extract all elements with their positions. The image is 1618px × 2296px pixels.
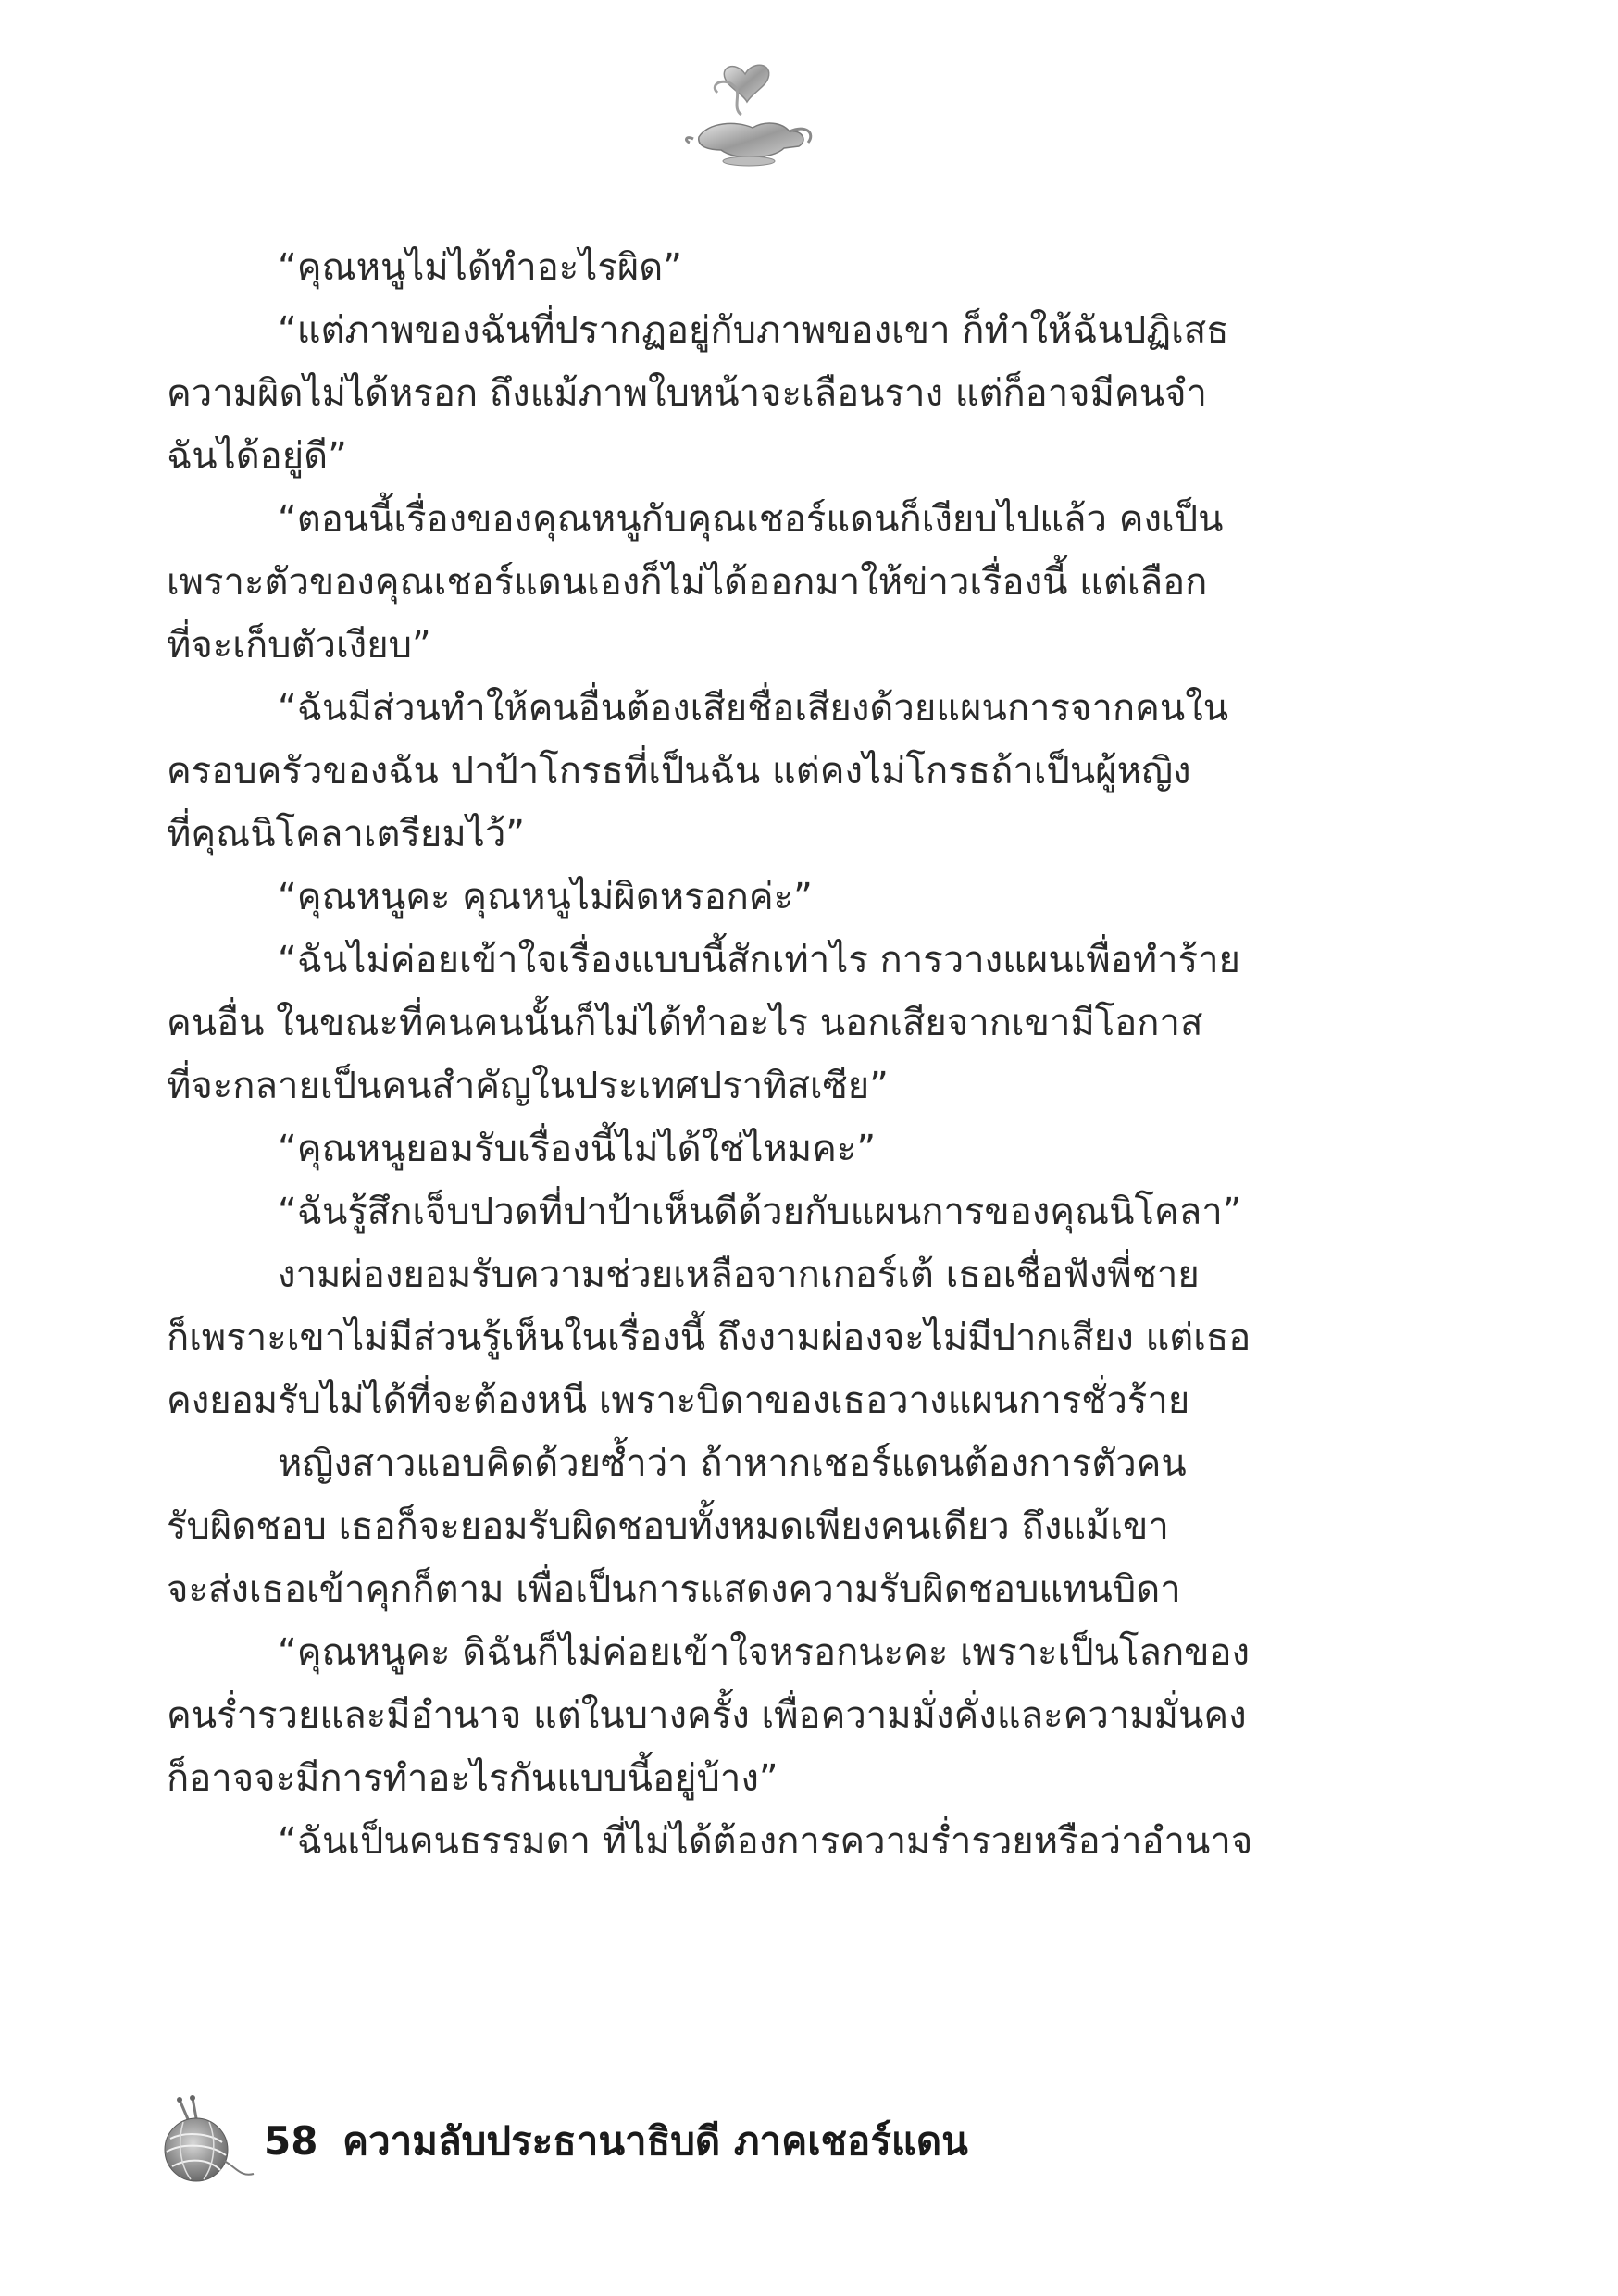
text-line: รับผิดชอบ เธอก็จะยอมรับผิดชอบทั้งหมดเพียงคนเดียว ถึงแม้เขา — [167, 1505, 1169, 1548]
text-line: ก็อาจจะมีการทำอะไรกันแบบนี้อยู่บ้าง” — [167, 1757, 778, 1800]
genie-lamp-heart-icon — [680, 56, 819, 171]
yarn-ball-icon — [139, 2094, 259, 2187]
text-line: ก็เพราะเขาไม่มีส่วนรู้เห็นในเรื่องนี้ ถึงงามผ่องจะไม่มีปากเสียง แต่เธอ — [167, 1316, 1251, 1359]
text-line: “ฉันไม่ค่อยเข้าใจเรื่องแบบนี้สักเท่าไร การวางแผนเพื่อทำร้าย — [278, 939, 1240, 981]
text-line: คนอื่น ในขณะที่คนคนนั้นก็ไม่ได้ทำอะไร นอกเสียจากเขามีโอกาส — [167, 1002, 1203, 1044]
book-title: ความลับประธานาธิบดี ภาคเชอร์แดน — [342, 2118, 968, 2164]
text-line: คนร่ำรวยและมีอำนาจ แต่ในบางครั้ง เพื่อความมั่งคั่งและความมั่นคง — [167, 1694, 1247, 1737]
text-line: ที่จะเก็บตัวเงียบ” — [167, 624, 431, 667]
text-line: “คุณหนูคะ ดิฉันก็ไม่ค่อยเข้าใจหรอกนะคะ เพราะเป็นโลกของ — [278, 1631, 1251, 1674]
text-line: “ฉันรู้สึกเจ็บปวดที่ปาป้าเห็นดีด้วยกับแผนการของคุณนิโคลา” — [278, 1191, 1242, 1233]
text-line: “คุณหนูคะ คุณหนูไม่ผิดหรอกค่ะ” — [278, 876, 813, 918]
text-line: ความผิดไม่ได้หรอก ถึงแม้ภาพใบหน้าจะเลือนราง แต่ก็อาจมีคนจำ — [167, 372, 1207, 415]
text-line: “ฉันมีส่วนทำให้คนอื่นต้องเสียชื่อเสียงด้วยแผนการจากคนใน — [278, 687, 1229, 730]
text-line: “คุณหนูไม่ได้ทำอะไรผิด” — [278, 246, 682, 289]
text-line: เพราะตัวของคุณเชอร์แดนเองก็ไม่ได้ออกมาให้ข่าวเรื่องนี้ แต่เลือก — [167, 561, 1208, 604]
text-line: หญิงสาวแอบคิดด้วยซ้ำว่า ถ้าหากเชอร์แดนต้องการตัวคน — [278, 1442, 1187, 1485]
text-line: ครอบครัวของฉัน ปาป้าโกรธที่เป็นฉัน แต่คงไม่โกรธถ้าเป็นผู้หญิง — [167, 750, 1191, 792]
text-line: “ฉันเป็นคนธรรมดา ที่ไม่ได้ต้องการความร่ำรวยหรือว่าอำนาจ — [278, 1820, 1253, 1863]
page-body-text — [167, 236, 1356, 1873]
text-line: คงยอมรับไม่ได้ที่จะต้องหนี เพราะบิดาของเธอวางแผนการชั่วร้าย — [167, 1379, 1190, 1422]
text-line: “แต่ภาพของฉันที่ปรากฏอยู่กับภาพของเขา ก็ทำให้ฉันปฏิเสธ — [278, 309, 1229, 352]
text-line: “คุณหนูยอมรับเรื่องนี้ไม่ได้ใช่ไหมคะ” — [278, 1128, 877, 1170]
text-line: ฉันได้อยู่ดี” — [167, 435, 347, 478]
text-line: จะส่งเธอเข้าคุกก็ตาม เพื่อเป็นการแสดงความรับผิดชอบแทนบิดา — [167, 1568, 1181, 1611]
text-line: ที่คุณนิโคลาเตรียมไว้” — [167, 813, 526, 855]
page-number: 58 — [264, 2118, 318, 2164]
text-line: ที่จะกลายเป็นคนสำคัญในประเทศปราทิสเซีย” — [167, 1065, 889, 1107]
text-line: “ตอนนี้เรื่องของคุณหนูกับคุณเชอร์แดนก็เงียบไปแล้ว คงเป็น — [278, 498, 1224, 541]
text-line: งามผ่องยอมรับความช่วยเหลือจากเกอร์เต้ เธอเชื่อฟังพี่ชาย — [278, 1254, 1200, 1296]
page-footer — [139, 2094, 1342, 2187]
